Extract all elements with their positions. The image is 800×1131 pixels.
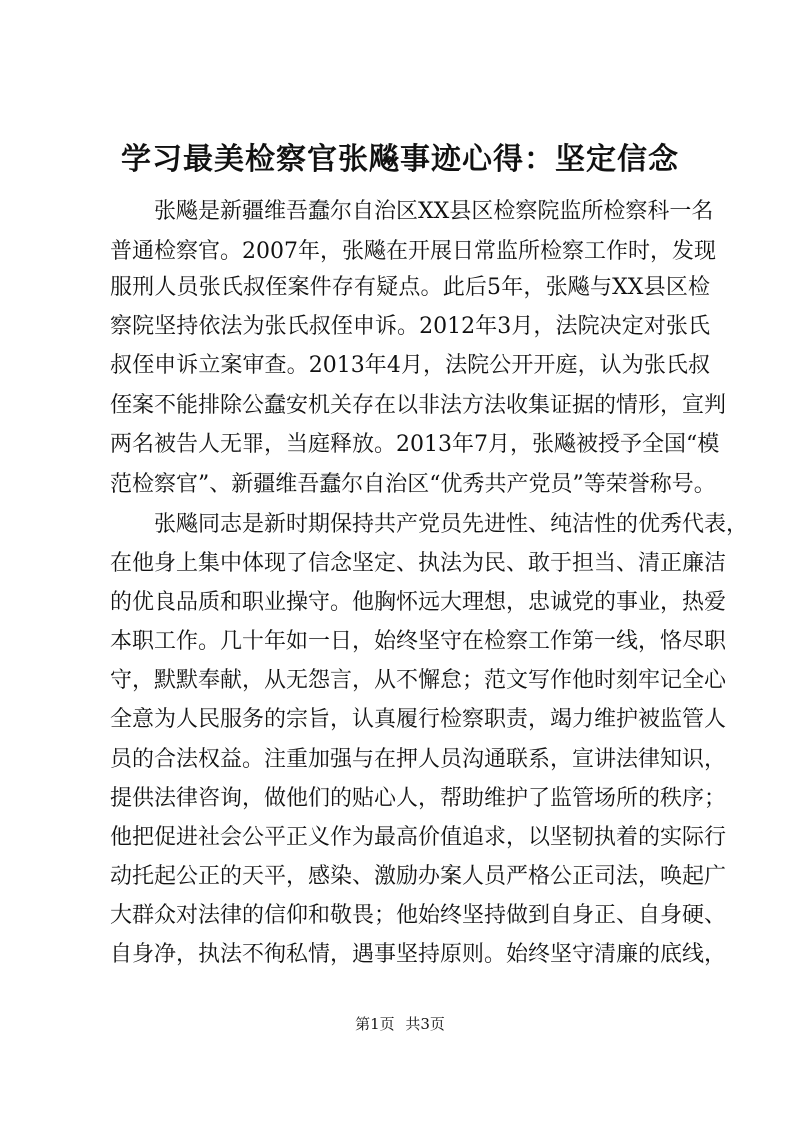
page-footer xyxy=(0,1012,800,1036)
paragraph-line: 动托起公正的天平，感染、激励办案人员严格公正司法，唤起广 xyxy=(110,864,727,889)
paragraph-line: 本职工作。几十年如一日，始终坚守在检察工作第一线，恪尽职 xyxy=(110,629,727,654)
paragraph-line: 在他身上集中体现了信念坚定、执法为民、敢于担当、清正廉洁 xyxy=(110,551,727,576)
paragraph-line: 守，默默奉献，从无怨言，从不懈怠；范文写作他时刻牢记全心 xyxy=(110,668,727,693)
page-total: 共3页 xyxy=(405,1015,445,1033)
paragraph-line: 两名被告人无罪，当庭释放。2013年7月，张飚被授予全国“模 xyxy=(110,432,720,457)
paragraph-line: 自身净，执法不徇私情，遇事坚持原则。始终坚守清廉的底线， xyxy=(110,942,727,967)
paragraph-line: 普通检察官。2007年，张飚在开展日常监所检察工作时，发现 xyxy=(110,239,716,264)
paragraph-line: 叔侄申诉立案审查。2013年4月，法院公开开庭，认为张氏叔 xyxy=(110,353,710,378)
page-number: 第1页 xyxy=(355,1015,395,1033)
paragraph-line: 侄案不能排除公蠢安机关存在以非法方法收集证据的情形，宣判 xyxy=(110,393,727,418)
paragraph-line: 的优良品质和职业操守。他胸怀远大理想，忠诚党的事业，热爱 xyxy=(110,590,727,615)
document-title: 学习最美检察官张飚事迹心得：坚定信念 xyxy=(121,142,679,177)
paragraph-line: 他把促进社会公平正义作为最高价值追求，以坚韧执着的实际行 xyxy=(110,825,727,850)
paragraph-line: 大群众对法律的信仰和敬畏；他始终坚持做到自身正、自身硬、 xyxy=(110,903,727,928)
paragraph-line: 全意为人民服务的宗旨，认真履行检察职责，竭力维护被监管人 xyxy=(110,707,727,732)
paragraph-line: 张飚同志是新时期保持共产党员先进性、纯洁性的优秀代表， xyxy=(154,512,749,537)
paragraph-line: 服刑人员张氏叔侄案件存有疑点。此后5年，张飚与XX县区检 xyxy=(110,275,710,300)
paragraph-line: 察院坚持依法为张氏叔侄申诉。2012年3月，法院决定对张氏 xyxy=(110,314,710,339)
paragraph-line: 范检察官”、新疆维吾蠢尔自治区“优秀共产党员”等荣誉称号。 xyxy=(110,472,716,497)
paragraph-line: 张飚是新疆维吾蠢尔自治区XX县区检察院监所检察科一名 xyxy=(154,199,714,224)
paragraph-line: 提供法律咨询，做他们的贴心人，帮助维护了监管场所的秩序； xyxy=(110,786,727,811)
paragraph-line: 员的合法权益。注重加强与在押人员沟通联系，宣讲法律知识， xyxy=(110,747,727,772)
